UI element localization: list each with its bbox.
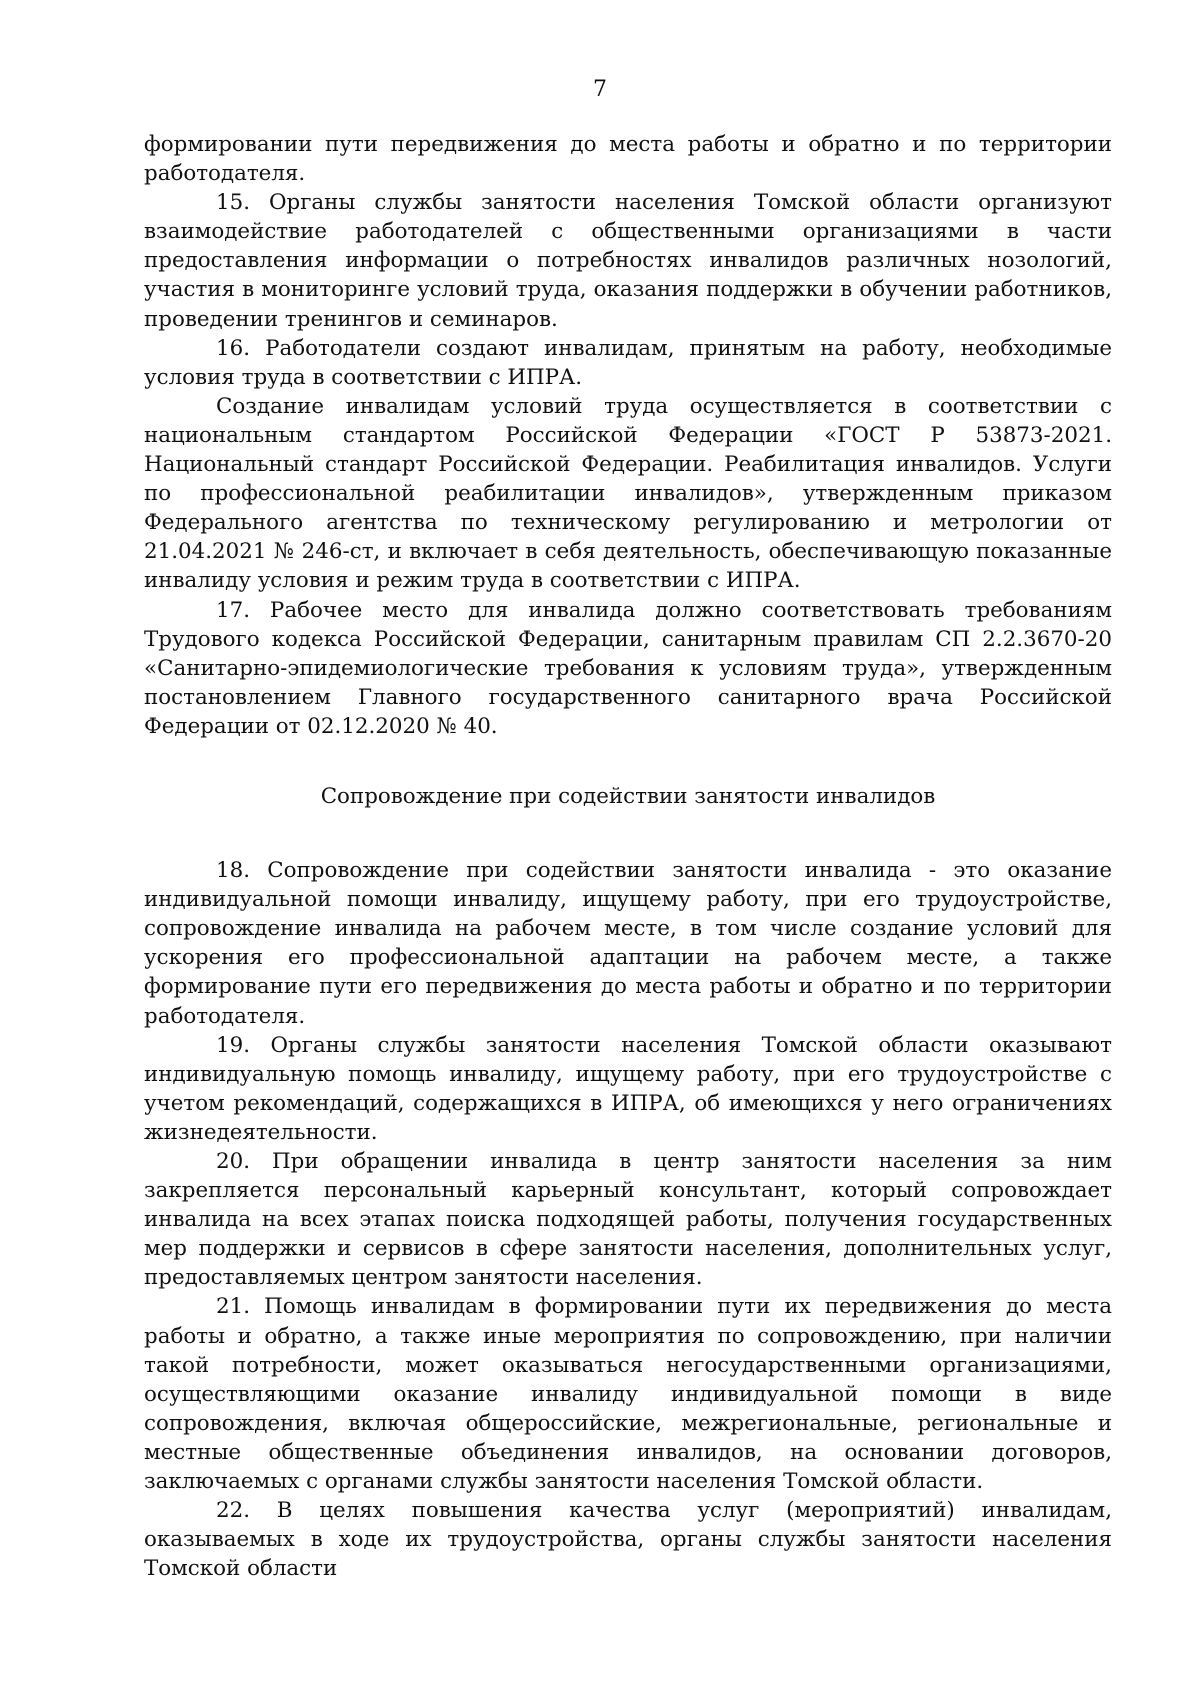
paragraph-16: 16. Работодатели создают инвалидам, принятым на работу, необходимые условия труда в соответствии с ИПРА.	[144, 335, 1112, 390]
document-body	[144, 130, 1112, 1583]
paragraph-18: 18. Сопровождение при содействии занятости инвалида - это оказание индивидуальной помощи инвалиду, ищущему работу, при его трудоустройстве, сопровождение инвалида на рабочем месте, в том числе создание условий для ускорения его профессиональной адаптации на рабочем месте, а также формирование пути его передвижения до места работы и обратно и по территории работодателя.	[144, 858, 1112, 1029]
section-title: Сопровождение при содействии занятости инвалидов	[320, 783, 936, 809]
page-number: 7	[593, 77, 607, 102]
paragraph-15: 15. Органы службы занятости населения Томской области организуют взаимодействие работодателей с общественными организациями в части предоставления информации о потребностях инвалидов различных нозологий, участия в мониторинге условий труда, оказания поддержки в обучении работников, проведении тренингов и семинаров.	[144, 190, 1112, 332]
paragraph-22: 22. В целях повышения качества услуг (мероприятий) инвалидам, оказываемых в ходе их трудоустройства, органы службы занятости населения Томской области	[144, 1498, 1112, 1582]
paragraph-21: 21. Помощь инвалидам в формировании пути их передвижения до места работы и обратно, а также иные мероприятия по сопровождению, при наличии такой потребности, может оказываться негосударственными организациями, осуществляющими оказание инвалиду индивидуальной помощи в виде сопровождения, включая общероссийские, межрегиональные, региональные и местные общественные объединения инвалидов, на основании договоров, заключаемых с органами службы занятости населения Томской области.	[144, 1294, 1112, 1495]
paragraph-continuation: формировании пути передвижения до места работы и обратно и по территории работодателя.	[144, 132, 1112, 187]
paragraph-16-continued: Создание инвалидам условий труда осуществляется в соответствии с национальным стандартом Российской Федерации «ГОСТ Р 53873-2021. Национальный стандарт Российской Федерации. Реабилитация инвалидов. Услуги по профессиональной реабилитации инвалидов», утвержденным приказом Федерального агентства по техническому регулированию и метрологии от 21.04.2021 № 246-ст, и включает в себя деятельность, обеспечивающую показанные инвалиду условия и режим труда в соответствии с ИПРА.	[144, 393, 1112, 594]
paragraph-17: 17. Рабочее место для инвалида должно соответствовать требованиям Трудового кодекса Российской Федерации, санитарным правилам СП 2.2.3670-20 «Санитарно-эпидемиологические требования к условиям труда», утвержденным постановлением Главного государственного санитарного врача Российской Федерации от 02.12.2020 № 40.	[144, 597, 1112, 739]
paragraph-20: 20. При обращении инвалида в центр занятости населения за ним закрепляется персональный карьерный консультант, который сопровождает инвалида на всех этапах поиска подходящей работы, получения государственных мер поддержки и сервисов в сфере занятости населения, дополнительных услуг, предоставляемых центром занятости населения.	[144, 1149, 1112, 1291]
paragraph-19: 19. Органы службы занятости населения Томской области оказывают индивидуальную помощь инвалиду, ищущему работу, при его трудоустройстве с учетом рекомендаций, содержащихся в ИПРА, об имеющихся у него ограничениях жизнедеятельности.	[144, 1032, 1112, 1145]
